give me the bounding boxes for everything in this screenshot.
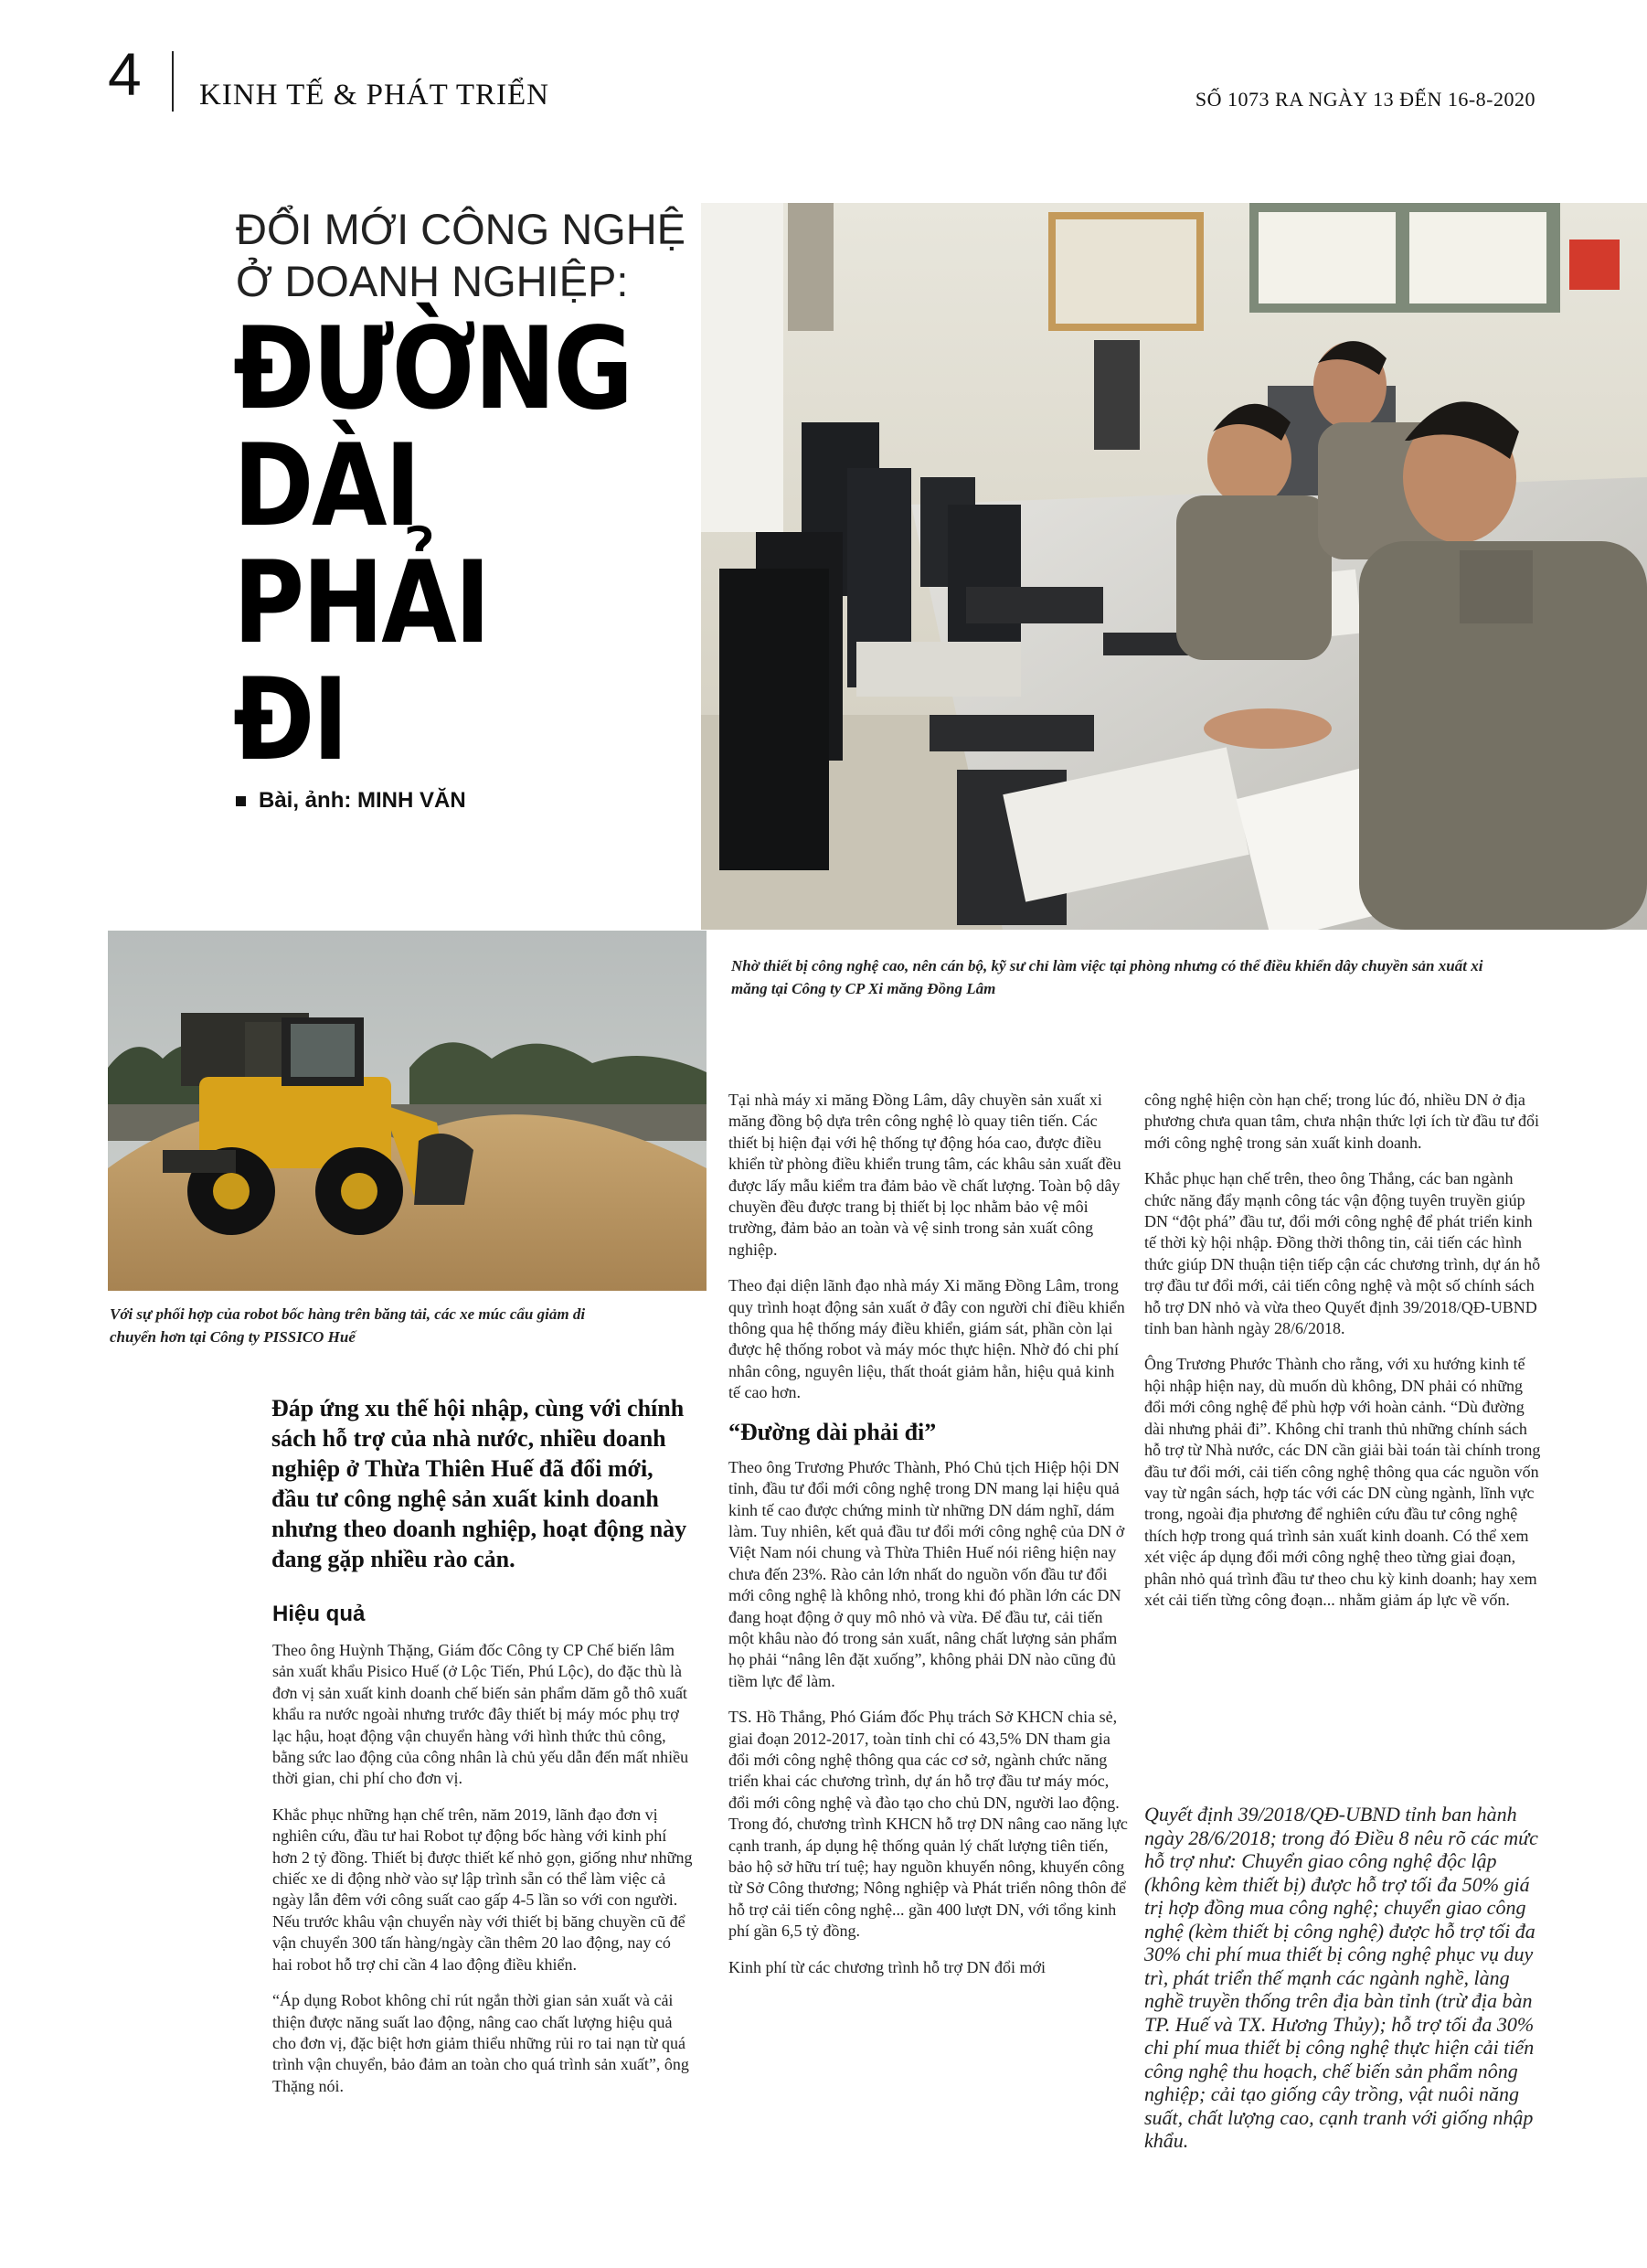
byline	[236, 788, 466, 814]
column-2	[728, 1090, 1129, 1993]
kicker-line: Ở DOANH NGHIỆP:	[236, 257, 629, 305]
policy-note: Quyết định 39/2018/QĐ-UBND tỉnh ban hành ngày 28/6/2018; trong đó Điều 8 nêu rõ các mức hỗ trợ như: Chuyển giao công nghệ độc lập (không kèm thiết bị) được hỗ trợ tối đa 50% giá trị hợp đồng mua công nghệ; chuyển giao công nghệ (kèm thiết bị công nghệ) được hỗ trợ tối đa 30% chi phí mua thiết bị công nghệ phục vụ duy trì, phát triển thế mạnh các ngành nghề, làng nghề truyền thống trên địa bàn tỉnh (trừ địa bàn TP. Huế và TX. Hương Thủy); hỗ trợ tối đa 30% chi phí mua thiết bị công nghệ thực hiện cải tiến công nghệ thu hoạch, chế biến sản phẩm nông nghiệp; cải tạo giống cây trồng, vật nuôi năng suất, chất lượng cao, cạnh tranh với giống nhập khẩu.	[1144, 1803, 1538, 2152]
column-1	[272, 1602, 693, 2112]
bullet-square-icon	[236, 796, 246, 806]
headline-line: ĐƯỜNG	[233, 303, 632, 435]
paragraph: “Áp dụng Robot không chỉ rút ngắn thời gian sản xuất và cải thiện được năng suất lao động, nâng cao chất lượng hiệu quả cho đơn vị, đặc biệt hơn giảm thiểu những rủi ro tai nạn từ quá trình vận chuyển, bảo đảm an toàn cho quá trình sản xuất”, ông Thặng nói.	[272, 1991, 689, 2095]
paragraph: Khắc phục những hạn chế trên, năm 2019, lãnh đạo đơn vị nghiên cứu, đầu tư hai Robot tự động bốc hàng với kinh phí hơn 2 tỷ đồng. Thiết bị được thiết kế nhỏ gọn, giống như những chiếc xe di động nhờ vào sự lập trình sẵn có thể làm việc cả ngày lẫn đêm với công suất cao gấp 4-5 lần so với con người. Nếu trước khâu vận chuyển này với thiết bị băng chuyền cũ để vận chuyển 300 tấn hàng/ngày cần thêm 20 lao động, nay có hai robot hỗ trợ chỉ cần 4 lao động điều khiển.	[272, 1805, 693, 1974]
control-room-caption: Nhờ thiết bị công nghệ cao, nên cán bộ, kỹ sư chỉ làm việc tại phòng nhưng có thể điều khiển dây chuyền sản xuất xi măng tại Công ty CP Xi măng Đồng Lâm	[731, 957, 1483, 997]
paragraph: Theo ông Trương Phước Thành, Phó Chủ tịch Hiệp hội DN tỉnh, đầu tư đổi mới công nghệ trong DN mang lại hiệu quả kinh tế cao được chứng minh từ những DN dám nghĩ, dám làm. Tuy nhiên, kết quả đầu tư đổi mới công nghệ của DN ở Việt Nam nói chung và Thừa Thiên Huế nói riêng hiện nay chưa đến 23%. Rào cản lớn nhất do nguồn vốn đầu tư đổi mới công nghệ là không nhỏ, trong khi đó phần lớn các DN đang hoạt động ở quy mô nhỏ và vừa. Để đầu tư, cải tiến một khâu nào đó trong sản xuất, nâng chất lượng sản phẩm họ phải “nâng lên đặt xuống”, không phải DN nào cũng đủ tiềm lực để làm.	[728, 1457, 1125, 1690]
byline-text: Bài, ảnh: MINH VĂN	[259, 788, 466, 813]
wheel-loader-illustration	[108, 931, 707, 1291]
control-room-photo	[701, 203, 1647, 930]
paragraph: Theo ông Huỳnh Thặng, Giám đốc Công ty CP Chế biến lâm sản xuất khẩu Pisico Huế (ở Lộc Tiến, Phú Lộc), do đặc thù là đơn vị sản xuất kinh doanh chế biến sản phẩm dăm gỗ thô xuất khẩu ra nước ngoài nhưng trước đây thiết bị máy móc phụ trợ lạc hậu, hoạt động vận chuyển hàng với hình thức thủ công, bằng sức lao động của công nhân là chủ yếu dẫn đến mất nhiều thời gian, chi phí cho đơn vị.	[272, 1641, 689, 1788]
subhead-hieu-qua: Hiệu quả	[272, 1602, 366, 1626]
issue-date: SỐ 1073 RA NGÀY 13 ĐẾN 16-8-2020	[1195, 88, 1535, 111]
headline-line: ĐI	[233, 655, 346, 786]
loader-caption: Với sự phối hợp của robot bốc hàng trên băng tải, các xe múc cẩu giảm di chuyển hơn tại Công ty PISSICO Huế	[110, 1305, 586, 1346]
control-room-illustration	[701, 203, 1647, 930]
paragraph: TS. Hồ Thắng, Phó Giám đốc Phụ trách Sở KHCN chia sẻ, giai đoạn 2012-2017, toàn tỉnh chỉ có 43,5% DN tham gia đổi mới công nghệ thông qua các cơ sở, ngành chức năng triển khai các chương trình, dự án hỗ trợ đầu tư máy móc, đổi mới công nghệ và đào tạo cho chủ DN, người lao động. Trong đó, chương trình KHCN hỗ trợ DN nâng cao năng lực cạnh tranh, áp dụng hệ thống quản lý chất lượng tiên tiến, bảo hộ sở hữu trí tuệ; hay nguồn khuyến nông, khuyến công từ Sở Công thương; Nông nghiệp và Phát triển nông thôn để hỗ trợ cải tiến công nghệ... gần 400 lượt DN, với tổng kinh phí gần 6,5 tỷ đồng.	[728, 1708, 1128, 1941]
paragraph: Tại nhà máy xi măng Đồng Lâm, dây chuyền sản xuất xi măng đồng bộ dựa trên công nghệ lò quay tiên tiến. Các thiết bị hiện đại với hệ thống tự động hóa cao, được điều khiển từ phòng điều khiển trung tâm, các khâu sản xuất đều được lấy mẫu kiểm tra đảm bảo về chất lượng. Toàn bộ dây chuyền đều được trang bị thiết bị lọc nhằm bảo vệ môi trường, đảm bảo an toàn và vệ sinh trong sản xuất công nghiệp.	[728, 1091, 1121, 1259]
paragraph: công nghệ hiện còn hạn chế; trong lúc đó, nhiều DN ở địa phương chưa quan tâm, chưa nhận thức lợi ích từ đầu tư đổi mới công nghệ trong sản xuất kinh doanh.	[1144, 1091, 1539, 1152]
section-title: KINH TẾ & PHÁT TRIỂN	[199, 79, 549, 112]
paragraph: Theo đại diện lãnh đạo nhà máy Xi măng Đồng Lâm, trong quy trình hoạt động sản xuất ở đây con người chỉ điều khiển thông qua hệ thống máy điều khiển, giám sát, phần còn lại được hệ thống robot và máy móc thực hiện. Nhờ đó chi phí nhân công, nguyên liệu, thất thoát giảm hẳn, hiệu quả kinh tế cao hơn.	[728, 1276, 1125, 1402]
paragraph: Khắc phục hạn chế trên, theo ông Thắng, các ban ngành chức năng đẩy mạnh công tác vận động tuyên truyền giúp DN “đột phá” đầu tư, đổi mới công nghệ để phát triển kinh tế thời kỳ hội nhập. Đồng thời thông tin, cải tiến các hình thức giúp DN thuận tiện tiếp cận các chương trình, dự án hỗ trợ đầu tư đổi mới, cải tiến công nghệ và một số chính sách hỗ trợ DN nhỏ và vừa theo Quyết định 39/2018/QĐ-UBND tỉnh ban hành ngày 28/6/2018.	[1144, 1169, 1541, 1338]
page-number: 4	[108, 40, 142, 108]
column-3	[1144, 1090, 1542, 1625]
paragraph: Ông Trương Phước Thành cho rằng, với xu hướng kinh tế hội nhập hiện nay, dù muốn dù không, DN phải có những đổi mới công nghệ để phù hợp với hoàn cảnh. “Dù đường dài nhưng phải đi”. Không chỉ tranh thủ những chính sách hỗ trợ từ Nhà nước, các DN cần giải bài toán tài chính trong đầu tư đổi mới, cải tiến công nghệ thông qua các nguồn vốn vay từ ngân sách, hợp tác với các DN cùng ngành, lĩnh vực trong, ngoài địa phương để nghiên cứu đầu tư công nghệ thích hợp trong quá trình sản xuất kinh doanh. Có thể xem xét việc áp dụng đổi mới công nghệ theo từng giai đoạn, phân nhỏ quá trình đầu tư theo chu kỳ kinh doanh; hay xem xét cải tiến từng công đoạn... nhằm giảm áp lực về vốn.	[1144, 1355, 1541, 1609]
subhead-duong-dai: “Đường dài phải đi”	[728, 1418, 937, 1445]
headline-line: DÀI	[233, 421, 420, 552]
paragraph: Kinh phí từ các chương trình hỗ trợ DN đổi mới	[728, 1957, 1047, 1976]
lead-paragraph: Đáp ứng xu thế hội nhập, cùng với chính sách hỗ trợ của nhà nước, nhiều doanh nghiệp ở Thừa Thiên Huế đã đổi mới, đầu tư công nghệ sản xuất kinh doanh nhưng theo doanh nghiệp, hoạt động này đang gặp nhiều rào cản.	[271, 1395, 687, 1572]
kicker-line: ĐỔI MỚI CÔNG NGHỆ	[236, 205, 686, 253]
headline-title	[233, 303, 696, 786]
header-divider	[172, 51, 174, 112]
loader-photo	[108, 931, 707, 1291]
kicker	[236, 203, 711, 307]
headline-line: PHẢI	[233, 538, 489, 669]
